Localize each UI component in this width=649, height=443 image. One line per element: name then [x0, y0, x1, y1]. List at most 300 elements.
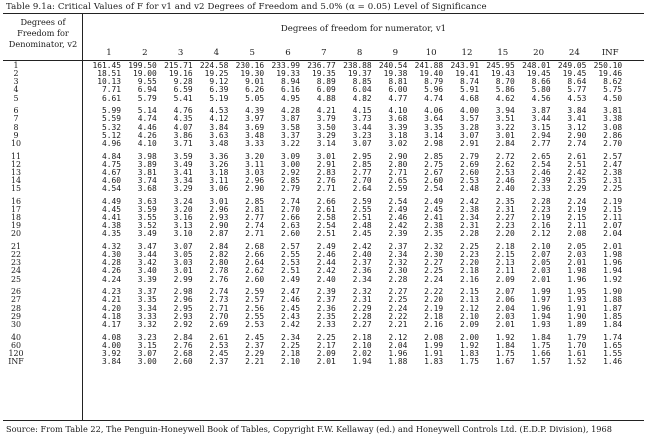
table-cell: 2.83 — [316, 167, 336, 177]
table-cell: 8.62 — [603, 77, 623, 87]
table-cell: 2.51 — [316, 229, 336, 239]
row-label: 7 — [13, 114, 19, 124]
table-cell: 3.15 — [531, 122, 551, 132]
table-cell: 1.91 — [567, 303, 587, 313]
row-label: 6 — [13, 106, 19, 116]
table-cell: 2.25 — [280, 340, 300, 350]
table-cell: 2.46 — [316, 250, 336, 260]
table-cell: 2.24 — [567, 196, 587, 206]
table-cell: 2.80 — [209, 258, 229, 268]
table-cell: 161.45 — [92, 61, 121, 70]
table-row — [3, 140, 644, 148]
table-cell: 3.49 — [137, 229, 157, 239]
table-cell: 1.94 — [352, 356, 372, 366]
row-label: 1 — [13, 61, 19, 70]
column-header: 20 — [533, 48, 545, 58]
table-cell: 5.99 — [101, 106, 121, 116]
table-cell: 3.50 — [316, 122, 336, 132]
table-cell: 4.00 — [459, 106, 479, 116]
table-cell: 19.00 — [133, 69, 157, 79]
row-label: 4 — [13, 85, 19, 95]
table-cell: 2.51 — [567, 159, 587, 169]
table-cell: 19.37 — [347, 69, 372, 79]
table-cell: 240.54 — [378, 61, 408, 70]
table-cell: 2.68 — [245, 242, 265, 251]
row-label: 9 — [13, 130, 19, 140]
column-header: 9 — [392, 48, 399, 58]
table-cell: 2.21 — [388, 319, 408, 329]
table-cell: 250.10 — [593, 61, 623, 70]
table-cell: 2.57 — [280, 242, 300, 251]
table-cell: 3.34 — [137, 303, 157, 313]
table-cell: 3.34 — [173, 175, 193, 185]
table-cell: 4.17 — [101, 319, 121, 329]
table-cell: 2.08 — [567, 229, 587, 239]
table-cell: 2.22 — [424, 287, 444, 297]
table-cell: 2.40 — [352, 250, 372, 260]
row-label: 29 — [10, 311, 22, 321]
table-cell: 2.40 — [316, 274, 336, 284]
row-label: 8 — [13, 122, 19, 132]
table-cell: 4.35 — [101, 229, 121, 239]
table-cell: 2.42 — [280, 319, 300, 329]
table-cell: 2.59 — [352, 196, 372, 206]
table-cell: 2.79 — [280, 184, 300, 194]
table-cell: 2.56 — [245, 303, 265, 313]
table-cell: 2.98 — [173, 287, 193, 297]
table-cell: 2.68 — [173, 348, 193, 358]
table-cell: 3.51 — [495, 114, 515, 124]
table-cell: 4.12 — [209, 114, 229, 124]
row-label: 24 — [10, 266, 22, 276]
table-cell: 5.80 — [531, 85, 551, 95]
table-cell: 4.76 — [173, 106, 193, 116]
row-label: 16 — [10, 196, 22, 206]
row-label: 3 — [13, 77, 19, 87]
table-cell: 1.99 — [424, 340, 444, 350]
table-cell: 3.20 — [173, 204, 193, 214]
table-cell: 3.87 — [280, 114, 300, 124]
table-cell: 249.05 — [557, 61, 587, 70]
table-cell: 2.70 — [280, 204, 300, 214]
table-cell: 2.65 — [388, 175, 408, 185]
table-row — [3, 185, 644, 193]
table-cell: 215.71 — [164, 61, 193, 70]
table-cell: 4.54 — [101, 184, 121, 194]
row-label: 20 — [10, 229, 22, 239]
source-note: Source: From Table 22, The Penguin-Honeywell Book of Tables, Copyright F.W. Kellaway (ed.) and Honeywell Controls Ltd. (E.D.P. Division), 1968 — [6, 424, 612, 434]
table-cell: 3.18 — [388, 130, 408, 140]
table-cell: 2.42 — [567, 167, 587, 177]
table-cell: 2.37 — [245, 340, 265, 350]
table-cell: 4.35 — [173, 114, 193, 124]
table-cell: 2.20 — [459, 258, 479, 268]
table-cell: 2.10 — [459, 311, 479, 321]
table-cell: 1.92 — [495, 332, 515, 342]
table-cell: 2.99 — [173, 274, 193, 284]
table-cell: 224.58 — [199, 61, 229, 70]
table-cell: 8.94 — [280, 77, 300, 87]
table-cell: 2.75 — [424, 159, 444, 169]
table-cell: 2.24 — [424, 274, 444, 284]
table-cell: 1.74 — [603, 332, 623, 342]
table-cell: 1.75 — [459, 356, 479, 366]
table-cell: 2.18 — [424, 311, 444, 321]
table-cell: 2.00 — [459, 332, 479, 342]
table-cell: 2.82 — [209, 250, 229, 260]
table-cell: 1.92 — [603, 274, 623, 284]
table-cell: 3.07 — [352, 138, 372, 148]
table-cell: 4.26 — [137, 130, 157, 140]
row-label: 26 — [10, 287, 22, 297]
table-cell: 2.66 — [245, 250, 265, 260]
table-cell: 3.07 — [137, 348, 157, 358]
table-cell: 3.09 — [280, 151, 300, 161]
table-cell: 4.08 — [101, 332, 121, 342]
table-cell: 1.83 — [459, 348, 479, 358]
table-cell: 4.96 — [101, 138, 121, 148]
table-cell: 2.74 — [245, 221, 265, 231]
table-cell: 1.96 — [388, 348, 408, 358]
table-cell: 4.32 — [101, 242, 121, 251]
table-cell: 8.89 — [316, 77, 336, 87]
table-cell: 2.85 — [245, 196, 265, 206]
table-cell: 2.07 — [603, 221, 623, 231]
table-cell: 2.19 — [567, 204, 587, 214]
table-cell: 8.70 — [495, 77, 515, 87]
row-label: 120 — [8, 348, 24, 358]
table-cell: 4.28 — [280, 106, 300, 116]
table-cell: 6.00 — [388, 85, 408, 95]
table-cell: 2.62 — [495, 159, 515, 169]
table-cell: 2.42 — [388, 221, 408, 231]
table-cell: 2.23 — [459, 250, 479, 260]
table-cell: 6.16 — [280, 85, 300, 95]
table-cell: 19.43 — [491, 69, 515, 79]
table-cell: 2.72 — [495, 151, 515, 161]
table-cell: 2.21 — [245, 356, 265, 366]
table-cell: 2.76 — [173, 340, 193, 350]
left-column-header — [3, 14, 83, 61]
table-cell: 2.40 — [495, 184, 515, 194]
table-cell: 2.29 — [567, 184, 587, 194]
row-label: INF — [8, 356, 24, 366]
table-cell: 2.76 — [209, 274, 229, 284]
table-cell: 2.11 — [495, 266, 515, 276]
table-cell: 1.95 — [567, 287, 587, 297]
table-cell: 1.70 — [567, 340, 587, 350]
table-cell: 2.31 — [352, 295, 372, 305]
table-cell: 2.25 — [603, 184, 623, 194]
table-cell: 2.66 — [316, 196, 336, 206]
table-cell: 3.44 — [352, 122, 372, 132]
table-cell: 2.45 — [209, 348, 229, 358]
table-cell: 3.48 — [209, 138, 229, 148]
row-label: 13 — [10, 167, 22, 177]
table-cell: 2.80 — [388, 159, 408, 169]
table-cell: 3.55 — [137, 213, 157, 223]
column-header: INF — [601, 48, 619, 58]
table-cell: 2.51 — [280, 266, 300, 276]
table-cell: 3.89 — [137, 159, 157, 169]
table-cell: 1.96 — [531, 303, 551, 313]
table-cell: 2.18 — [495, 242, 515, 251]
table-cell: 2.37 — [316, 295, 336, 305]
table-cell: 2.16 — [531, 221, 551, 231]
table-cell: 2.15 — [567, 213, 587, 223]
row-label: 17 — [10, 204, 22, 214]
table-cell: 3.16 — [173, 213, 193, 223]
table-cell: 3.41 — [567, 114, 587, 124]
table-cell: 2.11 — [567, 221, 587, 231]
table-cell: 2.20 — [495, 229, 515, 239]
table-frame — [3, 13, 644, 421]
row-label: 40 — [10, 332, 22, 342]
table-cell: 2.36 — [352, 266, 372, 276]
table-cell: 19.30 — [240, 69, 265, 79]
table-cell: 2.69 — [459, 159, 479, 169]
table-cell: 2.61 — [316, 204, 336, 214]
table-cell: 3.69 — [245, 122, 265, 132]
table-cell: 2.36 — [316, 303, 336, 313]
table-cell: 2.45 — [245, 332, 265, 342]
row-label: 25 — [10, 274, 22, 284]
table-cell: 3.01 — [209, 196, 229, 206]
table-cell: 1.55 — [603, 348, 623, 358]
row-label: 14 — [10, 175, 22, 185]
table-cell: 2.71 — [245, 229, 265, 239]
table-cell: 3.33 — [137, 311, 157, 321]
table-cell: 1.90 — [603, 287, 623, 297]
table-cell: 2.15 — [495, 250, 515, 260]
table-cell: 2.10 — [352, 340, 372, 350]
row-label: 22 — [10, 250, 22, 260]
table-row — [3, 95, 644, 103]
table-cell: 2.08 — [424, 332, 444, 342]
table-cell: 2.35 — [424, 229, 444, 239]
table-cell: 3.18 — [209, 167, 229, 177]
table-cell: 1.96 — [567, 274, 587, 284]
table-cell: 2.27 — [424, 258, 444, 268]
table-cell: 3.03 — [245, 167, 265, 177]
table-cell: 2.96 — [209, 204, 229, 214]
table-cell: 19.35 — [312, 69, 336, 79]
table-cell: 5.79 — [137, 93, 157, 103]
table-cell: 4.88 — [316, 93, 336, 103]
table-cell: 2.61 — [209, 332, 229, 342]
table-cell: 19.45 — [562, 69, 587, 79]
table-cell: 2.31 — [495, 204, 515, 214]
table-cell: 2.32 — [352, 287, 372, 297]
table-cell: 2.45 — [280, 303, 300, 313]
left-header-line: Freedom for — [17, 28, 69, 38]
table-cell: 3.81 — [603, 106, 623, 116]
table-cell: 2.71 — [316, 184, 336, 194]
table-cell: 2.12 — [531, 229, 551, 239]
table-cell: 3.44 — [531, 114, 551, 124]
table-cell: 2.59 — [245, 287, 265, 297]
table-cell: 4.82 — [352, 93, 372, 103]
table-cell: 5.19 — [209, 93, 229, 103]
table-cell: 2.77 — [245, 213, 265, 223]
table-cell: 1.98 — [567, 266, 587, 276]
table-cell: 2.47 — [280, 287, 300, 297]
table-cell: 2.01 — [495, 319, 515, 329]
table-cell: 2.15 — [459, 287, 479, 297]
column-header: 7 — [321, 48, 327, 58]
table-cell: 5.05 — [245, 93, 265, 103]
table-cell: 3.11 — [209, 175, 229, 185]
table-cell: 6.59 — [173, 85, 193, 95]
table-cell: 2.55 — [352, 204, 372, 214]
table-cell: 2.77 — [352, 167, 372, 177]
table-cell: 2.79 — [459, 151, 479, 161]
table-cell: 6.26 — [245, 85, 265, 95]
table-cell: 2.10 — [531, 242, 551, 251]
table-cell: 3.84 — [101, 356, 121, 366]
table-cell: 4.75 — [101, 159, 121, 169]
table-cell: 2.42 — [316, 266, 336, 276]
table-cell: 3.38 — [603, 114, 623, 124]
column-header: 3 — [177, 48, 184, 58]
table-cell: 2.38 — [424, 221, 444, 231]
table-cell: 2.30 — [424, 250, 444, 260]
table-cell: 3.57 — [459, 114, 479, 124]
table-cell: 4.24 — [101, 274, 121, 284]
table-cell: 2.60 — [173, 356, 193, 366]
row-label: 30 — [10, 319, 22, 329]
table-cell: 2.54 — [424, 184, 444, 194]
table-cell: 6.61 — [101, 93, 121, 103]
table-cell: 2.30 — [388, 266, 408, 276]
table-cell: 3.20 — [245, 151, 265, 161]
table-cell: 3.01 — [316, 151, 336, 161]
table-cell: 2.18 — [352, 332, 372, 342]
table-cell: 2.95 — [173, 303, 193, 313]
table-cell: 1.83 — [424, 356, 444, 366]
table-cell: 2.03 — [495, 311, 515, 321]
table-cell: 2.39 — [316, 287, 336, 297]
table-cell: 3.36 — [209, 151, 229, 161]
table-cell: 2.29 — [245, 348, 265, 358]
table-cell: 2.74 — [280, 196, 300, 206]
table-cell: 2.41 — [424, 213, 444, 223]
table-cell: 9.55 — [137, 77, 157, 87]
table-cell: 3.94 — [495, 106, 515, 116]
table-cell: 245.95 — [486, 61, 515, 70]
column-header: 1 — [106, 48, 112, 58]
table-cell: 2.46 — [388, 213, 408, 223]
table-cell: 1.52 — [567, 356, 587, 366]
table-cell: 2.02 — [352, 348, 372, 358]
table-cell: 1.93 — [531, 319, 551, 329]
table-cell: 2.13 — [495, 258, 515, 268]
left-header-line: Denominator, v2 — [8, 39, 78, 49]
table-cell: 2.54 — [388, 196, 408, 206]
table-cell: 4.60 — [101, 175, 121, 185]
table-cell: 2.22 — [388, 311, 408, 321]
table-cell: 2.37 — [209, 356, 229, 366]
table-cell: 4.95 — [280, 93, 300, 103]
table-cell: 4.26 — [101, 266, 121, 276]
table-cell: 2.19 — [424, 303, 444, 313]
table-caption: Table 9.1a: Critical Values of F for v1 and v2 Degrees of Freedom and 5.0% (α = 0.05) Level of Significance — [6, 2, 487, 12]
table-cell: 3.12 — [567, 122, 587, 132]
table-cell: 1.79 — [567, 332, 587, 342]
table-cell: 2.05 — [567, 242, 587, 251]
row-label: 27 — [10, 295, 22, 305]
table-cell: 2.90 — [209, 221, 229, 231]
table-cell: 1.91 — [424, 348, 444, 358]
table-cell: 2.09 — [459, 319, 479, 329]
table-cell: 3.29 — [316, 130, 336, 140]
table-cell: 2.70 — [209, 311, 229, 321]
table-cell: 4.10 — [137, 138, 157, 148]
table-cell: 1.88 — [603, 295, 623, 305]
table-cell: 2.71 — [209, 303, 229, 313]
table-cell: 3.14 — [424, 130, 444, 140]
table-cell: 3.08 — [603, 122, 623, 132]
table-cell: 8.64 — [567, 77, 587, 87]
table-cell: 1.84 — [531, 332, 551, 342]
table-cell: 2.85 — [352, 159, 372, 169]
table-cell: 2.18 — [459, 266, 479, 276]
table-cell: 2.25 — [424, 266, 444, 276]
table-cell: 5.14 — [137, 106, 157, 116]
table-cell: 4.06 — [424, 106, 444, 116]
table-cell: 2.19 — [603, 196, 623, 206]
table-cell: 2.60 — [245, 274, 265, 284]
table-cell: 2.23 — [495, 221, 515, 231]
table-cell: 4.50 — [603, 93, 623, 103]
table-cell: 2.47 — [603, 159, 623, 169]
left-header-line: Degrees of — [20, 17, 66, 27]
table-cell: 7.71 — [101, 85, 121, 95]
table-cell: 2.59 — [388, 184, 408, 194]
table-cell: 6.04 — [352, 85, 372, 95]
table-cell: 2.37 — [352, 258, 372, 268]
table-cell: 238.88 — [343, 61, 372, 70]
table-cell: 2.25 — [459, 242, 479, 251]
table-cell: 3.71 — [173, 138, 193, 148]
table-cell: 2.90 — [567, 130, 587, 140]
table-cell: 4.67 — [101, 167, 121, 177]
table-cell: 2.38 — [459, 204, 479, 214]
table-cell: 5.12 — [101, 130, 121, 140]
table-cell: 2.25 — [316, 332, 336, 342]
table-cell: 2.90 — [245, 184, 265, 194]
column-header: 5 — [249, 48, 255, 58]
table-cell: 1.89 — [567, 319, 587, 329]
table-cell: 3.35 — [137, 295, 157, 305]
table-cell: 4.74 — [424, 93, 444, 103]
table-cell: 3.59 — [173, 151, 193, 161]
table-cell: 2.61 — [567, 151, 587, 161]
table-row — [3, 321, 644, 329]
table-cell: 5.59 — [101, 114, 121, 124]
table-cell: 2.27 — [352, 319, 372, 329]
table-cell: 2.38 — [603, 167, 623, 177]
table-cell: 1.97 — [531, 295, 551, 305]
table-cell: 2.55 — [280, 250, 300, 260]
table-cell: 8.79 — [424, 77, 444, 87]
table-cell: 2.18 — [280, 348, 300, 358]
table-cell: 2.31 — [459, 221, 479, 231]
table-cell: 6.09 — [316, 85, 336, 95]
table-cell: 1.85 — [603, 311, 623, 321]
table-cell: 3.11 — [245, 159, 265, 169]
table-cell: 3.81 — [137, 167, 157, 177]
